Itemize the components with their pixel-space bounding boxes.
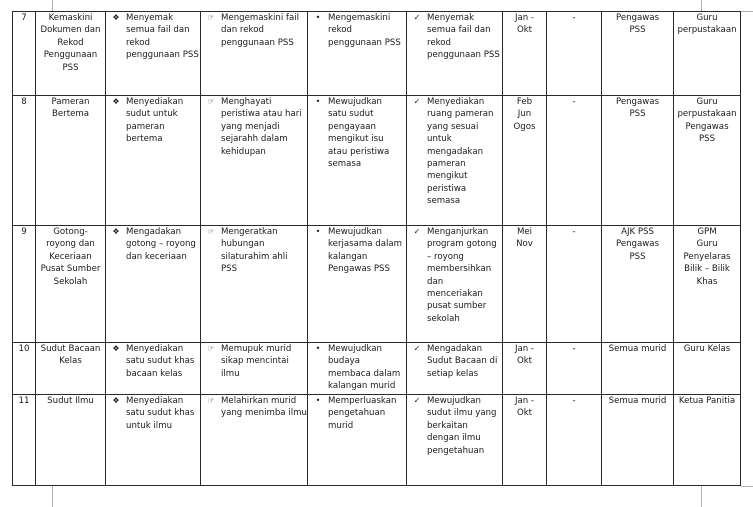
masa-text (503, 12, 546, 37)
sasaran-line: pengayaan (328, 121, 376, 132)
objektif-line: pameran (126, 121, 165, 132)
tindakan-cell (674, 343, 741, 395)
diamond-bullet-icon: ❖ (112, 227, 120, 236)
kumpulan-cell (602, 96, 674, 226)
objektif-bullet-item (106, 96, 200, 146)
row-number-cell (13, 343, 36, 395)
kpi-line: – royong (427, 251, 464, 262)
crop-mark-top-right-horizontal (741, 11, 753, 12)
tindakan-line: Khas (696, 276, 718, 287)
strategi-line: Mengemaskini fail (221, 13, 300, 23)
kpi-line: mengadakan (427, 146, 484, 157)
table-row (13, 226, 741, 343)
objektif-bullet-item (106, 226, 200, 263)
tindakan-line: PSS (698, 134, 716, 145)
sasaran-line: semasa (328, 159, 362, 170)
masa-line: Okt (516, 25, 533, 36)
sasaran-line: kalangan (328, 251, 368, 262)
program-text (36, 343, 105, 368)
strategi-line: penggunaan PSS (221, 37, 294, 48)
kpi-line: peristiwa (427, 183, 467, 194)
kumpulan-text (602, 12, 673, 37)
sasaran-bullet-item (308, 395, 406, 432)
kumpulan-cell (602, 395, 674, 486)
sasaran-line: Pengawas PSS (328, 264, 390, 275)
objektif-line: untuk ilmu (126, 420, 173, 431)
masa-line: Mei (516, 227, 533, 237)
kos-value: - (572, 97, 576, 107)
objektif-bullet-item (106, 395, 200, 432)
program-line: Keceriaan (49, 251, 92, 262)
masa-cell (503, 12, 547, 96)
sasaran-line: Mewujudkan (328, 344, 383, 354)
sasaran-cell (308, 96, 407, 226)
strategi-text (221, 343, 307, 380)
kpi-bullet-item (407, 12, 502, 62)
kpi-text (427, 12, 502, 62)
strategi-line: ilmu (221, 368, 240, 379)
kpi-line: untuk (427, 134, 452, 145)
program-line: Pusat Sumber (40, 264, 101, 275)
kpi-line: Mengadakan (427, 344, 483, 354)
kpi-bullet-item (407, 226, 502, 325)
masa-text (503, 343, 546, 368)
sasaran-cell (308, 226, 407, 343)
kpi-bullet-item (407, 343, 502, 380)
sasaran-cell (308, 12, 407, 96)
sasaran-line: kerjasama dalam (328, 239, 403, 250)
kumpulan-text (602, 226, 673, 263)
crop-mark-bottom-right-vertical (701, 486, 702, 507)
masa-text (503, 96, 546, 133)
kumpulan-cell (602, 226, 674, 343)
tindakan-cell (674, 395, 741, 486)
strategi-cell (201, 343, 308, 395)
kumpulan-line: PSS (629, 109, 646, 120)
sasaran-text (328, 12, 406, 49)
sasaran-line: Mewujudkan (328, 97, 383, 107)
row-number: 9 (21, 227, 27, 237)
kpi-line: pusat sumber (427, 301, 487, 312)
kpi-line: pengetahuan (427, 445, 485, 456)
row-number-cell (13, 226, 36, 343)
masa-line: Ogos (513, 121, 536, 132)
kumpulan-text (602, 395, 673, 407)
tindakan-cell (674, 96, 741, 226)
tindakan-text (674, 96, 740, 146)
kpi-line: Menyediakan (427, 97, 485, 107)
dot-bullet-icon: • (315, 227, 321, 236)
strategi-line: Mengeratkan (221, 227, 278, 237)
objektif-line: semua fail dan (126, 25, 190, 36)
objektif-text (126, 12, 200, 62)
sasaran-line: rekod (328, 25, 353, 36)
objektif-cell (106, 343, 201, 395)
row-number: 8 (21, 97, 27, 107)
objektif-line: penggunaan PSS (126, 50, 199, 61)
program-cell (36, 96, 106, 226)
kpi-text (427, 395, 502, 457)
sasaran-line: mengikut isu (328, 134, 384, 145)
kumpulan-line: Semua murid (608, 396, 667, 406)
kpi-text (427, 96, 502, 208)
kos-value: - (572, 344, 576, 354)
kpi-line: berkaitan (427, 420, 468, 431)
objektif-cell (106, 96, 201, 226)
strategi-line: sikap mencintai (221, 356, 289, 367)
diamond-bullet-icon: ❖ (112, 344, 120, 353)
strategi-line: yang menimba ilmu (221, 408, 307, 419)
program-cell (36, 226, 106, 343)
kpi-cell (407, 12, 503, 96)
program-line: Gotong- (53, 227, 88, 237)
kpi-line: pameran (427, 159, 466, 170)
kumpulan-line: Pengawas (615, 13, 660, 23)
objektif-line: rekod (126, 37, 151, 48)
sasaran-text (328, 96, 406, 170)
masa-line: Jan - (514, 13, 535, 23)
objektif-line: bertema (126, 134, 163, 145)
kpi-text (427, 343, 502, 380)
sasaran-line: pengetahuan (328, 408, 386, 419)
tindakan-line: Penyelaras (683, 251, 731, 262)
masa-text (503, 226, 546, 251)
objektif-line: dan keceriaan (126, 251, 187, 262)
sasaran-line: atau peristiwa (328, 146, 390, 157)
kos-cell (547, 96, 602, 226)
kos-value: - (572, 227, 576, 237)
kos-value: - (572, 396, 576, 406)
program-line: Bertema (51, 109, 89, 120)
program-line: Kemaskini (48, 13, 93, 23)
checkmark-icon: ✓ (413, 97, 421, 106)
objektif-text (126, 226, 200, 263)
row-number-cell (13, 395, 36, 486)
kpi-cell (407, 395, 503, 486)
program-line: Sudut Ilmu (47, 396, 94, 406)
program-line: Kelas (59, 356, 82, 367)
kpi-cell (407, 226, 503, 343)
tindakan-line: perpustakaan (677, 109, 737, 120)
strategi-text (221, 395, 307, 420)
kpi-line: Menganjurkan (427, 227, 489, 237)
program-line: Rekod (57, 37, 84, 48)
strategi-line: silaturahim ahli (221, 251, 288, 262)
masa-line: Nov (516, 239, 533, 250)
kpi-line: sudut ilmu yang (427, 408, 497, 419)
program-line: Dokumen dan (40, 25, 101, 36)
row-number-cell (13, 12, 36, 96)
sasaran-bullet-item (308, 12, 406, 49)
kumpulan-line: PSS (629, 25, 646, 36)
sasaran-bullet-item (308, 343, 406, 393)
strategi-text (221, 226, 307, 276)
row-number-cell (13, 96, 36, 226)
kpi-bullet-item (407, 96, 502, 208)
kumpulan-cell (602, 343, 674, 395)
kpi-line: ruang pameran (427, 109, 494, 120)
row-number: 10 (18, 344, 30, 354)
kumpulan-line: AJK PSS (621, 227, 654, 237)
row-number: 7 (21, 13, 27, 23)
strategi-bullet-item (201, 395, 307, 420)
sasaran-line: satu sudut (328, 109, 374, 120)
masa-line: Jun (517, 109, 532, 120)
dot-bullet-icon: • (315, 13, 321, 22)
kpi-line: mengikut (427, 171, 468, 182)
diamond-bullet-icon: ❖ (112, 13, 120, 22)
kpi-line: rekod (427, 37, 452, 48)
sasaran-cell (308, 395, 407, 486)
tindakan-line: GPM (697, 227, 717, 237)
kpi-line: membersihkan (427, 264, 492, 275)
tindakan-line: Pengawas (685, 121, 729, 132)
objektif-cell (106, 226, 201, 343)
checkmark-icon: ✓ (413, 227, 421, 236)
objektif-bullet-item (106, 12, 200, 62)
strategi-bullet-item (201, 343, 307, 380)
tindakan-text (674, 226, 740, 288)
row-number: 11 (18, 396, 30, 406)
program-cell (36, 12, 106, 96)
kpi-cell (407, 343, 503, 395)
dot-bullet-icon: • (315, 97, 321, 106)
dot-bullet-icon: • (315, 344, 321, 353)
masa-text (503, 395, 546, 420)
tindakan-text (674, 343, 740, 355)
checkmark-icon: ✓ (413, 396, 421, 405)
kpi-line: dengan ilmu (427, 433, 481, 444)
table-row (13, 395, 741, 486)
kpi-line: yang sesuai (427, 121, 479, 132)
strategi-line: PSS (221, 264, 238, 275)
strategi-text (221, 96, 307, 158)
masa-line: Jan - (514, 344, 535, 354)
kpi-line: dan (427, 276, 444, 287)
dot-bullet-icon: • (315, 396, 321, 405)
objektif-line: satu sudut khas (126, 356, 195, 367)
kumpulan-text (602, 343, 673, 355)
tindakan-line: Ketua Panitia (678, 396, 736, 406)
sasaran-cell (308, 343, 407, 395)
kumpulan-line: Pengawas (615, 239, 660, 250)
kumpulan-line: PSS (629, 251, 646, 262)
checkmark-icon: ✓ (413, 13, 421, 22)
kumpulan-line: Pengawas (615, 97, 660, 107)
pointing-hand-icon: ☞ (207, 13, 215, 22)
sasaran-line: membaca dalam (328, 368, 401, 379)
tindakan-line: perpustakaan (677, 25, 737, 36)
sasaran-line: kalangan murid (328, 381, 396, 392)
program-line: Sekolah (53, 276, 88, 287)
pointing-hand-icon: ☞ (207, 344, 215, 353)
strategi-line: dan rekod (221, 25, 264, 36)
sasaran-line: Mengemaskini (328, 13, 391, 23)
table-row (13, 343, 741, 395)
diamond-bullet-icon: ❖ (112, 396, 120, 405)
masa-cell (503, 343, 547, 395)
kumpulan-line: Semua murid (608, 344, 667, 354)
masa-line: Okt (516, 408, 533, 419)
strategi-line: peristiwa atau hari (221, 109, 302, 120)
program-cell (36, 343, 106, 395)
strategi-bullet-item (201, 12, 307, 49)
objektif-cell (106, 12, 201, 96)
strategi-bullet-item (201, 226, 307, 276)
program-cell (36, 395, 106, 486)
program-plan-table (12, 11, 741, 486)
program-text (36, 395, 105, 407)
tindakan-text (674, 12, 740, 37)
program-text (36, 12, 105, 74)
kpi-line: Menyemak (427, 13, 475, 23)
objektif-line: bacaan kelas (126, 368, 183, 379)
sasaran-bullet-item (308, 226, 406, 276)
objektif-line: gotong – royong (126, 239, 196, 250)
strategi-line: Melahirkan murid (221, 396, 297, 406)
masa-line: Feb (516, 97, 533, 107)
kpi-line: penggunaan PSS (427, 50, 500, 61)
crop-mark-bottom-left-vertical (52, 486, 53, 507)
masa-line: Okt (516, 356, 533, 367)
objektif-cell (106, 395, 201, 486)
table-row (13, 12, 741, 96)
strategi-bullet-item (201, 96, 307, 158)
kos-cell (547, 395, 602, 486)
objektif-text (126, 96, 200, 146)
kpi-line: Sudut Bacaan di (427, 356, 498, 367)
program-line: Sudut Bacaan (40, 344, 101, 354)
program-text (36, 96, 105, 121)
strategi-line: sejarahh dalam (221, 134, 288, 145)
kpi-cell (407, 96, 503, 226)
tindakan-line: Guru (696, 13, 718, 23)
kos-value: - (572, 13, 576, 23)
tindakan-cell (674, 226, 741, 343)
kumpulan-text (602, 96, 673, 121)
kumpulan-cell (602, 12, 674, 96)
objektif-line: Menyediakan (126, 97, 184, 107)
kpi-line: semua fail dan (427, 25, 491, 36)
masa-line: Jan - (514, 396, 535, 406)
strategi-cell (201, 96, 308, 226)
program-line: royong dan (46, 239, 95, 250)
crop-mark-bottom-right-horizontal (741, 486, 753, 487)
program-line: Penggunaan (43, 50, 98, 61)
objektif-text (126, 395, 200, 432)
tindakan-line: Guru Kelas (683, 344, 731, 354)
sasaran-line: penggunaan PSS (328, 37, 401, 48)
kpi-line: setiap kelas (427, 368, 479, 379)
kpi-bullet-item (407, 395, 502, 457)
kpi-text (427, 226, 502, 325)
tindakan-line: Guru (696, 97, 718, 107)
strategi-cell (201, 12, 308, 96)
pointing-hand-icon: ☞ (207, 97, 215, 106)
strategi-cell (201, 395, 308, 486)
pointing-hand-icon: ☞ (207, 227, 215, 236)
objektif-line: Menyediakan (126, 396, 184, 406)
sasaran-text (328, 226, 406, 276)
strategi-line: Memupuk murid (221, 344, 292, 354)
strategi-text (221, 12, 307, 49)
diamond-bullet-icon: ❖ (112, 97, 120, 106)
pointing-hand-icon: ☞ (207, 396, 215, 405)
program-text (36, 226, 105, 288)
sasaran-text (328, 343, 406, 393)
objektif-bullet-item (106, 343, 200, 380)
strategi-line: yang menjadi (221, 121, 280, 132)
kos-cell (547, 226, 602, 343)
program-line: Pameran (51, 97, 90, 107)
strategi-line: Menghayati (221, 97, 272, 107)
objektif-text (126, 343, 200, 380)
kpi-line: Mewujudkan (427, 396, 482, 406)
objektif-line: satu sudut khas (126, 408, 195, 419)
objektif-line: sudut untuk (126, 109, 178, 120)
kpi-line: sekolah (427, 313, 460, 324)
table-row (13, 96, 741, 226)
masa-cell (503, 226, 547, 343)
table-body (13, 12, 741, 486)
kpi-line: semasa (427, 196, 461, 207)
kos-cell (547, 343, 602, 395)
strategi-line: hubungan (221, 239, 265, 250)
program-line: PSS (62, 62, 79, 73)
kpi-line: menceriakan (427, 289, 483, 300)
strategi-cell (201, 226, 308, 343)
strategi-line: kehidupan (221, 146, 266, 157)
tindakan-line: Bilik – Bilik (684, 264, 730, 275)
masa-cell (503, 395, 547, 486)
sasaran-bullet-item (308, 96, 406, 170)
sasaran-text (328, 395, 406, 432)
objektif-line: Menyemak (126, 13, 174, 23)
kos-cell (547, 12, 602, 96)
tindakan-text (674, 395, 740, 407)
kpi-line: program gotong (427, 239, 497, 250)
sasaran-line: Mewujudkan (328, 227, 383, 237)
tindakan-cell (674, 12, 741, 96)
objektif-line: Menyediakan (126, 344, 184, 354)
sasaran-line: murid (328, 420, 354, 431)
sasaran-line: budaya (328, 356, 360, 367)
masa-cell (503, 96, 547, 226)
objektif-line: Mengadakan (126, 227, 182, 237)
sasaran-line: Memperluaskan (328, 396, 397, 406)
checkmark-icon: ✓ (413, 344, 421, 353)
tindakan-line: Guru (696, 239, 718, 250)
